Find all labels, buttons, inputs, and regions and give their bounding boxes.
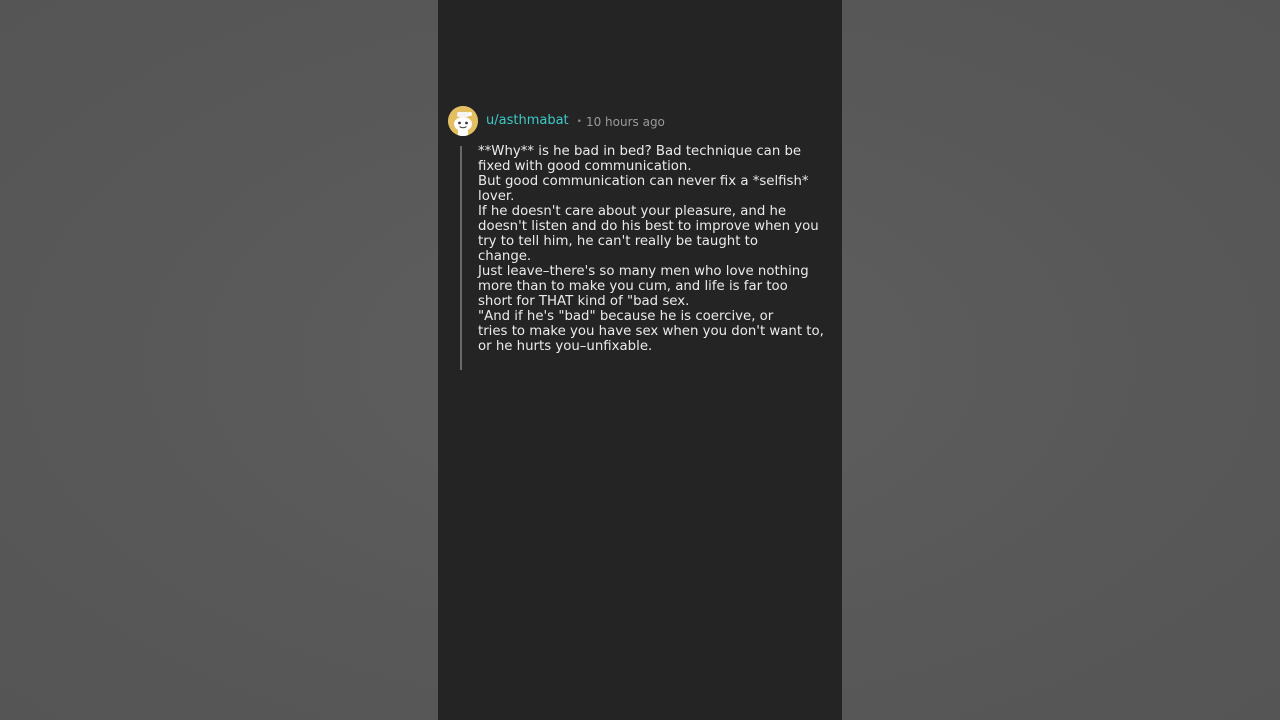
reddit-snoo-avatar-icon[interactable] — [448, 106, 478, 136]
comment-line: try to tell him, he can't really be taught to — [478, 234, 758, 249]
comment-line: change. — [478, 249, 532, 264]
comment-line: more than to make you cum, and life is far too — [478, 279, 788, 294]
comment-line: fixed with good communication. — [478, 159, 692, 174]
separator-dot: • — [576, 117, 582, 127]
comment-line: doesn't listen and do his best to improve when you — [478, 219, 819, 234]
comment-line: But good communication can never fix a *selfish* — [478, 174, 809, 189]
comment-line: "And if he's "bad" because he is coercive, or — [478, 309, 774, 324]
comment-card — [438, 0, 842, 720]
comment-header — [448, 106, 665, 136]
comment-line: short for THAT kind of "bad sex. — [478, 294, 690, 309]
comment-author[interactable]: u/asthmabat — [486, 112, 569, 128]
comment-line: Just leave–there's so many men who love nothing — [478, 264, 809, 279]
comment-line: or he hurts you–unfixable. — [478, 339, 653, 354]
comment-line: tries to make you have sex when you don't want to, — [478, 324, 824, 339]
comment-line: If he doesn't care about your pleasure, and he — [478, 204, 787, 219]
comment-line: **Why** is he bad in bed? Bad technique can be — [478, 144, 802, 159]
comment-line: lover. — [478, 189, 515, 204]
thread-collapse-line[interactable] — [460, 146, 462, 370]
comment-timestamp: 10 hours ago — [585, 115, 665, 129]
comment-body — [478, 144, 838, 354]
